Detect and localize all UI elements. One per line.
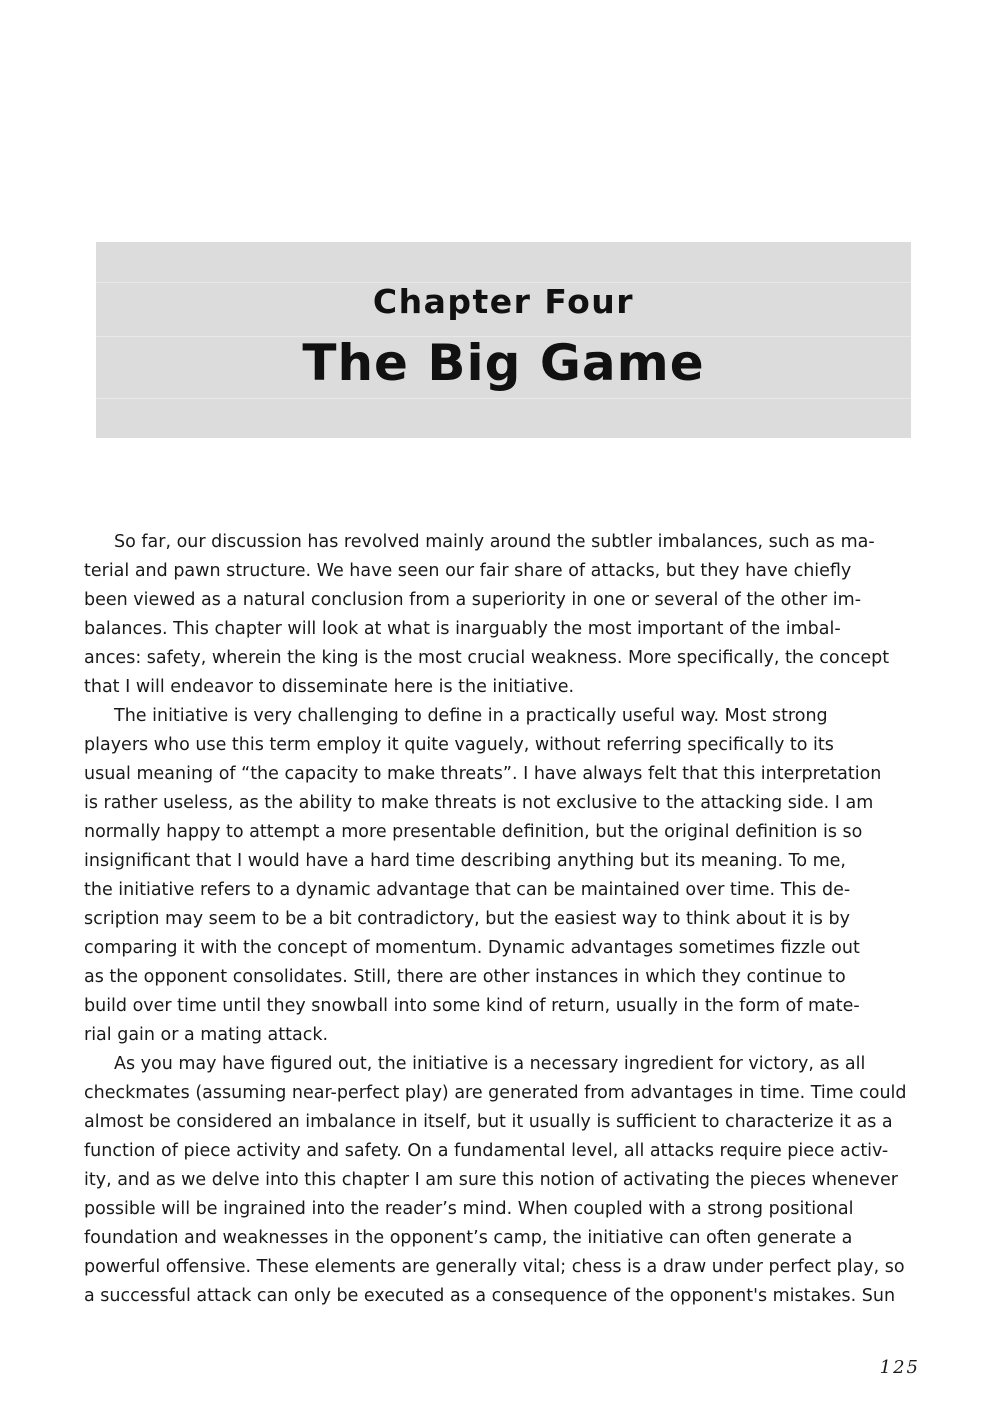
- text-line: almost be considered an imbalance in itself, but it usually is sufficient to characterize it as a: [84, 1112, 893, 1132]
- text-line: ances: safety, wherein the king is the most crucial weakness. More specifically, the concept: [84, 648, 890, 668]
- text-line: As you may have figured out, the initiative is a necessary ingredient for victory, as all: [114, 1054, 866, 1074]
- text-line: as the opponent consolidates. Still, there are other instances in which they continue to: [84, 967, 846, 987]
- text-line: terial and pawn structure. We have seen our fair share of attacks, but they have chiefly: [84, 561, 852, 581]
- text-line: that I will endeavor to disseminate here is the initiative.: [84, 677, 575, 697]
- text-line: ity, and as we delve into this chapter I am sure this notion of activating the pieces whenever: [84, 1170, 898, 1190]
- text-line: been viewed as a natural conclusion from a superiority in one or several of the other im-: [84, 590, 862, 610]
- chapter-body: [84, 528, 929, 1311]
- text-line: possible will be ingrained into the reader’s mind. When coupled with a strong positional: [84, 1199, 854, 1219]
- paragraph: [84, 1050, 929, 1311]
- text-line: So far, our discussion has revolved mainly around the subtler imbalances, such as ma-: [114, 532, 875, 552]
- text-line: foundation and weaknesses in the opponent’s camp, the initiative can often generate a: [84, 1228, 853, 1248]
- paragraph: [84, 528, 929, 702]
- text-line: normally happy to attempt a more presentable definition, but the original definition is so: [84, 822, 863, 842]
- text-line: usual meaning of “the capacity to make threats”. I have always felt that this interpretation: [84, 764, 882, 784]
- text-line: The initiative is very challenging to define in a practically useful way. Most strong: [114, 706, 828, 726]
- text-line: rial gain or a mating attack.: [84, 1025, 329, 1045]
- text-line: players who use this term employ it quite vaguely, without referring specifically to its: [84, 735, 834, 755]
- text-line: function of piece activity and safety. On a fundamental level, all attacks require piece activ-: [84, 1141, 889, 1161]
- paragraph: [84, 702, 929, 1050]
- chapter-number: Chapter Four: [372, 282, 635, 321]
- text-line: balances. This chapter will look at what is inarguably the most important of the imbal-: [84, 619, 841, 639]
- heading-rule-bottom: [96, 398, 911, 399]
- text-line: comparing it with the concept of momentum. Dynamic advantages sometimes fizzle out: [84, 938, 860, 958]
- text-line: build over time until they snowball into some kind of return, usually in the form of mate-: [84, 996, 860, 1016]
- text-line: scription may seem to be a bit contradictory, but the easiest way to think about it is by: [84, 909, 850, 929]
- text-line: is rather useless, as the ability to make threats is not exclusive to the attacking side. I am: [84, 793, 874, 813]
- text-line: checkmates (assuming near-perfect play) are generated from advantages in time. Time could: [84, 1083, 907, 1103]
- text-line: powerful offensive. These elements are generally vital; chess is a draw under perfect play, so: [84, 1257, 905, 1277]
- page-number: 125: [879, 1357, 920, 1378]
- text-line: the initiative refers to a dynamic advantage that can be maintained over time. This de-: [84, 880, 851, 900]
- chapter-heading-box: [96, 242, 911, 438]
- text-line: a successful attack can only be executed as a consequence of the opponent's mistakes. Sun: [84, 1286, 896, 1306]
- chapter-title: The Big Game: [302, 334, 705, 392]
- text-line: insignificant that I would have a hard time describing anything but its meaning. To me,: [84, 851, 846, 871]
